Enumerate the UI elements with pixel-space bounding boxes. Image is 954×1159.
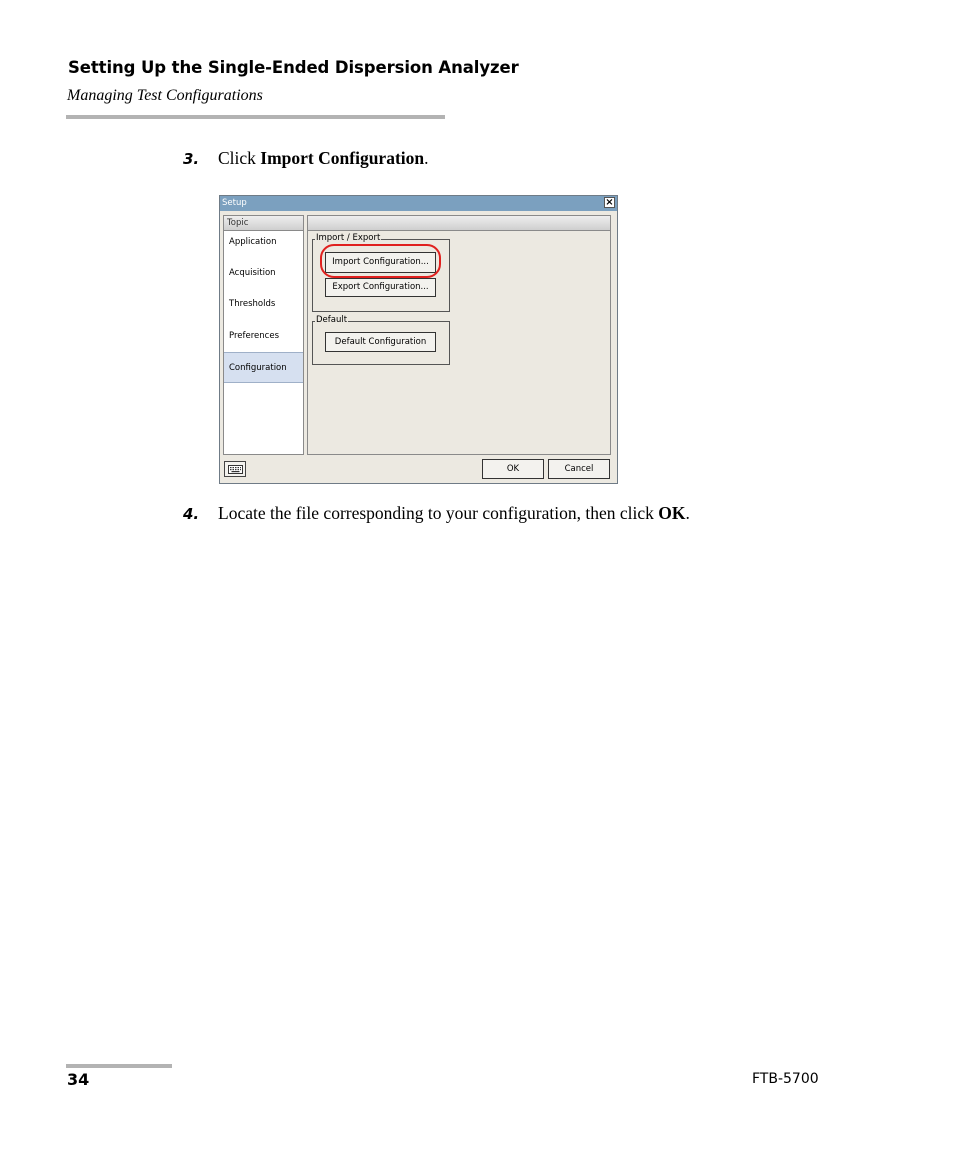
step-suffix: . [685, 503, 690, 523]
topic-item-configuration[interactable]: Configuration [224, 352, 303, 383]
keyboard-icon [228, 465, 243, 474]
import-configuration-button[interactable]: Import Configuration... [325, 252, 436, 273]
ok-button[interactable]: OK [482, 459, 544, 479]
panel-header [308, 216, 610, 231]
page-number: 34 [67, 1070, 90, 1089]
topic-list [223, 215, 304, 455]
step-bold: OK [658, 503, 686, 523]
step-suffix: . [424, 148, 429, 168]
header-divider [66, 115, 445, 119]
dialog-titlebar [220, 196, 617, 211]
step-text: Click [218, 148, 261, 168]
close-icon[interactable]: × [605, 197, 614, 208]
step-number: 3. [183, 150, 200, 168]
topic-item-acquisition[interactable]: Acquisition [229, 268, 276, 278]
setup-dialog [219, 195, 618, 484]
footer-divider [66, 1064, 172, 1068]
topic-header: Topic [224, 216, 303, 231]
step-text: Locate the file corresponding to your configuration, then click [218, 503, 659, 523]
step-4 [183, 503, 690, 524]
section-subtitle: Managing Test Configurations [67, 87, 263, 104]
keyboard-button[interactable] [224, 461, 246, 477]
export-configuration-button[interactable]: Export Configuration... [325, 278, 436, 297]
cancel-button[interactable]: Cancel [548, 459, 610, 479]
step-number: 4. [183, 505, 200, 523]
topic-item-application[interactable]: Application [229, 237, 277, 247]
section-title: Setting Up the Single-Ended Dispersion Analyzer [68, 58, 519, 77]
topic-item-preferences[interactable]: Preferences [229, 331, 279, 341]
step-bold: Import Configuration [260, 148, 425, 168]
group-label: Default [316, 315, 348, 325]
topic-item-thresholds[interactable]: Thresholds [229, 299, 276, 309]
group-label: Import / Export [316, 233, 381, 243]
document-id: FTB-5700 [752, 1071, 819, 1087]
highlight-circle [320, 244, 441, 278]
default-configuration-button[interactable]: Default Configuration [325, 332, 436, 352]
dialog-title: Setup [222, 198, 247, 208]
step-3 [183, 148, 429, 169]
